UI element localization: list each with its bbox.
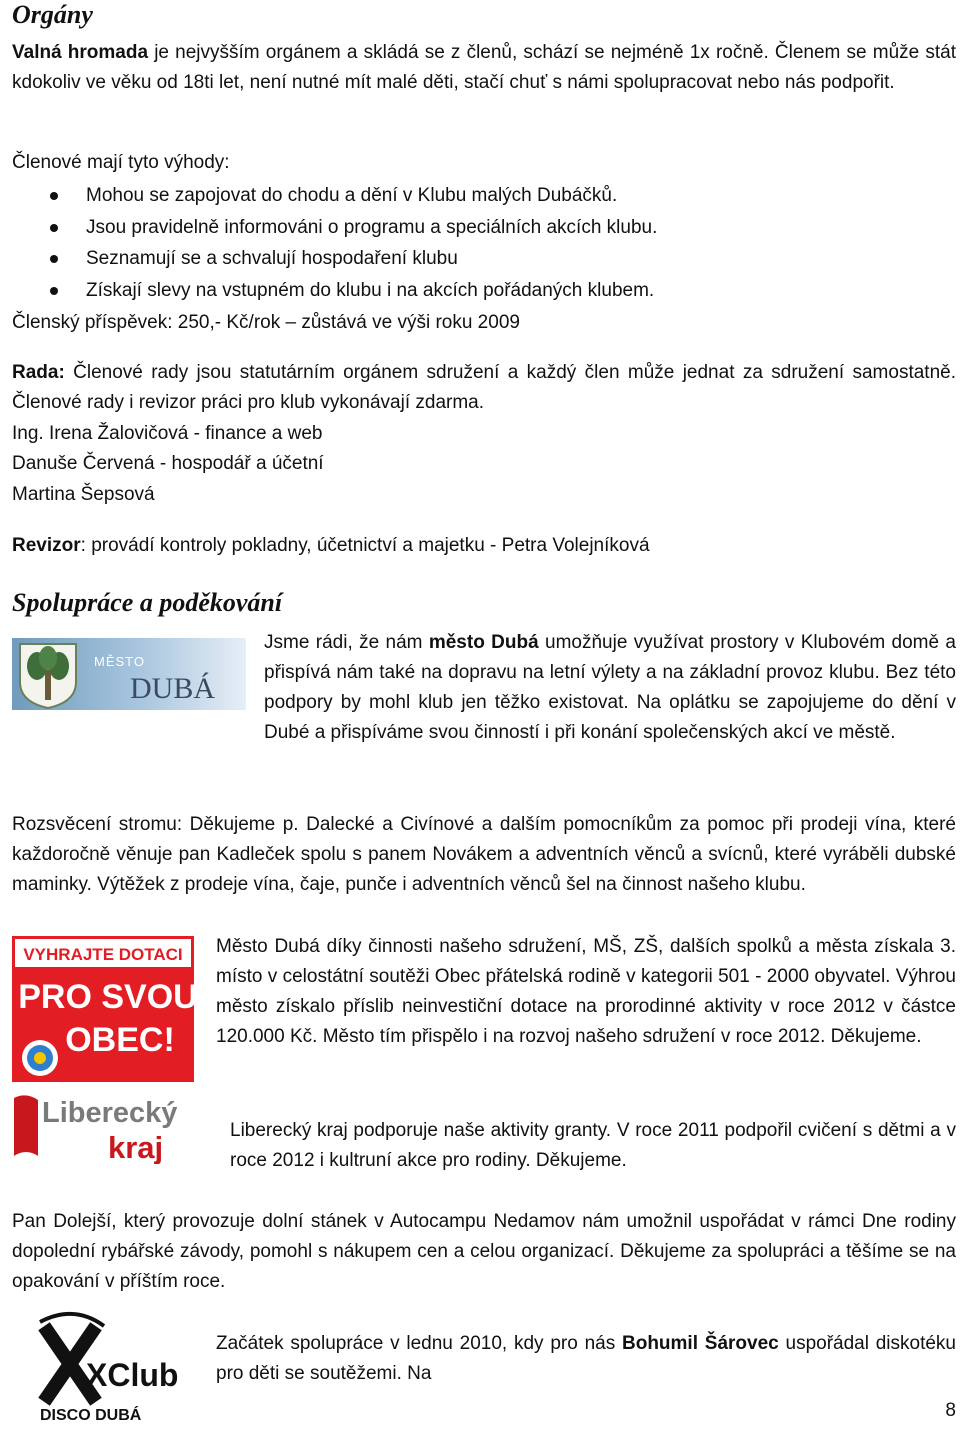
paragraph-revizor xyxy=(12,531,956,561)
paragraph-obec-pratelska: Město Dubá díky činnosti našeho sdružení, MŠ, ZŠ, dalších spolků a města získala 3. místo v celostátní soutěži Obec přátelská rodině v kategorii 501 - 2000 obyvatel. Výhrou město získalo příslib neinvestiční dotace na prorodinné aktivity v roce 2012 v částce 120.000 Kč. Město tím přispělo i na rozvoj našeho sdružení v roce 2012. Děkujeme. xyxy=(216,936,956,1047)
paragraph-xclub xyxy=(216,1329,956,1389)
page-number: 8 xyxy=(945,1400,956,1421)
mesto-logo-line2: DUBÁ xyxy=(130,672,216,705)
mesto-duba-logo xyxy=(12,638,246,710)
benefits-intro: Členové mají tyto výhody: xyxy=(12,152,230,173)
xclub-text-post: uspořádal diskotéku pro děti se soutěžemi. Na xyxy=(216,1333,956,1384)
kraj-logo-line2: kraj xyxy=(108,1130,164,1164)
paragraph-rozsveceni-stromu: Rozsvěcení stromu: Děkujeme p. Dalecké a Civínové a dalším pomocníkům za pomoc při prodeji vína, které každoročně věnuje pan Kadleček spolu s panem Novákem a adventních věnců a svícnů, které vyráběli dubské maminky. Výtěžek z prodeje vína, čaje, punče i adventních věnců šel na činnost našeho klubu. xyxy=(12,814,956,895)
membership-fee: Členský příspěvek: 250,- Kč/rok – zůstává ve výši roku 2009 xyxy=(12,312,520,333)
term-revizor: Revizor xyxy=(12,535,81,556)
list-item: Jsou pravidelně informováni o programu a speciálních akcích klubu. xyxy=(12,212,657,244)
rada-text: Členové rady jsou statutárním orgánem sdružení a každý člen může jednat za sdružení samostatně. Členové rady i revizor práci pro klub vykonávají zdarma. xyxy=(12,362,956,413)
section-title-spoluprace: Spolupráce a poděkování xyxy=(12,588,283,617)
benefits-list xyxy=(12,180,657,306)
list-item: Získají slevy na vstupném do klubu i na akcích pořádaných klubem. xyxy=(12,275,657,307)
duba-text-pre: Jsme rádi, že nám xyxy=(264,632,429,653)
kraj-logo-line1: Liberecký xyxy=(42,1097,178,1129)
council-member: Danuše Červená - hospodář a účetní xyxy=(12,453,324,474)
paragraph-dolejsi: Pan Dolejší, který provozuje dolní stánek v Autocampu Nedamov nám umožnil uspořádat v rámci Dne rodiny dopolední rybářské závody, pomohl s nákupem cen a celou organizací. Děkujeme za spolupráci a těšíme se na opakování v příštím roce. xyxy=(12,1211,956,1292)
revizor-text: : provádí kontroly pokladny, účetnictví a majetku - Petra Volejníková xyxy=(80,535,650,556)
duba-text-post: umožňuje využívat prostory v Klubovém domě a přispívá nám také na dopravu na letní výlety a na základní provoz klubu. Bez této podpory by mohl klub jen těžko existovat. Na oplátku se zapojujeme do dění v Dubé a přispíváme svou činností i při konání společenských akcí ve městě. xyxy=(264,632,956,743)
xclub-disco-duba-logo xyxy=(34,1308,194,1424)
section-title-organy: Orgány xyxy=(12,0,93,29)
xclub-logo-line1: XClub xyxy=(86,1357,179,1393)
obec-logo-line3: OBEC! xyxy=(65,1021,175,1059)
list-item: Seznamují se a schvalují hospodaření klubu xyxy=(12,243,657,275)
liberecky-kraj-logo xyxy=(12,1090,208,1164)
xclub-logo-line2: DISCO DUBÁ xyxy=(40,1407,142,1424)
term-rada: Rada: xyxy=(12,362,65,383)
paragraph-liberecky-kraj: Liberecký kraj podporuje naše aktivity granty. V roce 2011 podpořil cvičení s dětmi a v roce 2012 i kultruní akce pro rodiny. Děkujeme. xyxy=(230,1120,956,1171)
duba-town-name: město Dubá xyxy=(428,632,539,653)
xclub-person-name: Bohumil Šárovec xyxy=(622,1333,779,1354)
xclub-text-pre: Začátek spolupráce v lednu 2010, kdy pro nás xyxy=(216,1333,622,1354)
mesto-logo-line1: MĚSTO xyxy=(94,654,145,669)
valna-hromada-text: je nejvyšším orgánem a skládá se z členů, schází se nejméně 1x ročně. Členem se může stát kdokoliv ve věku od 18ti let, není nutné mít malé děti, stačí chuť s námi spolupracovat nebo nás podpořit. xyxy=(12,42,956,93)
paragraph-duba xyxy=(264,628,956,748)
council-member: Ing. Irena Žalovičová - finance a web xyxy=(12,423,323,444)
obec-logo-line1: VYHRAJTE DOTACI xyxy=(23,945,183,964)
list-item: Mohou se zapojovat do chodu a dění v Klubu malých Dubáčků. xyxy=(12,180,657,212)
obec-logo-line2: PRO SVOU xyxy=(18,978,194,1016)
pro-svou-obec-logo xyxy=(12,936,194,1082)
paragraph-valna-hromada xyxy=(12,38,956,98)
term-valna-hromada: Valná hromada xyxy=(12,42,149,63)
paragraph-rada xyxy=(12,358,956,418)
council-member: Martina Šepsová xyxy=(12,484,155,505)
